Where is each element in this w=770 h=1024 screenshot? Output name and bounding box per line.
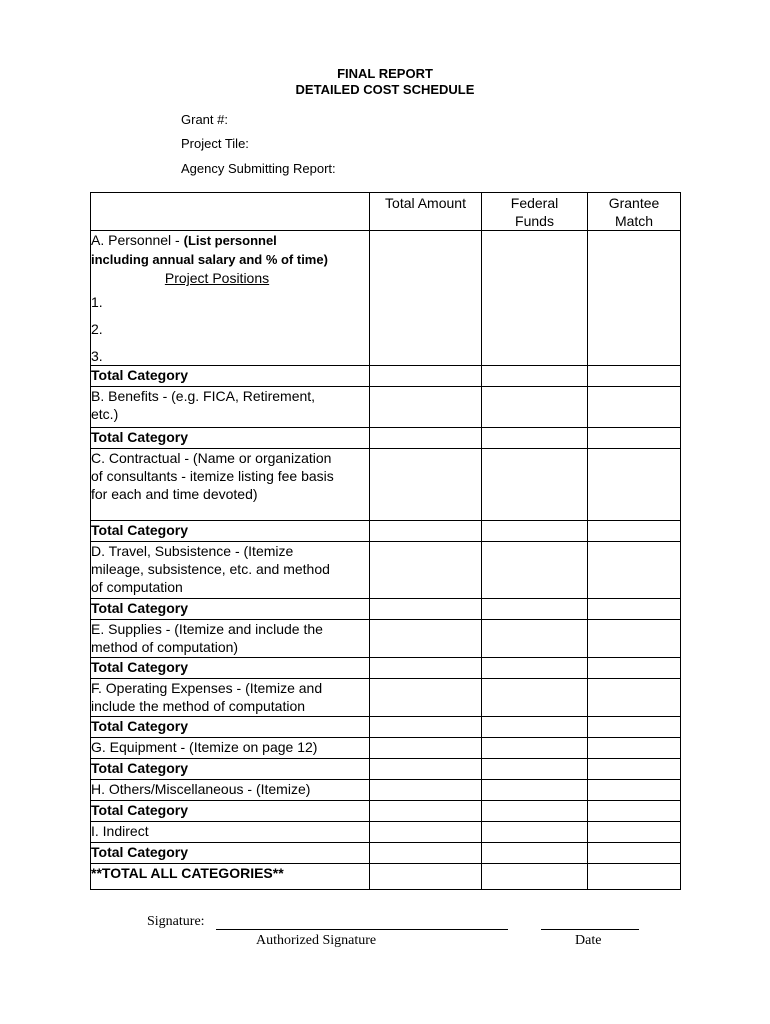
travel-grantee-cell[interactable] (588, 542, 681, 599)
total-category-cell[interactable] (370, 599, 482, 620)
page-subtitle: DETAILED COST SCHEDULE (295, 82, 475, 97)
total-category-cell[interactable] (588, 599, 681, 620)
contractual-amount-cell[interactable] (370, 449, 482, 521)
table-row (91, 521, 681, 542)
contractual-federal-cell[interactable] (482, 449, 588, 521)
total-category-label: Total Category (91, 428, 370, 449)
supplies-label-cell: E. Supplies - (Itemize and include the method of computation) (91, 620, 370, 658)
personnel-grantee-cell[interactable] (588, 231, 681, 366)
contractual-label-cell: C. Contractual - (Name or organization of consultants - itemize listing fee basis for each and time devoted) (91, 449, 370, 521)
date-line[interactable] (541, 929, 639, 930)
total-category-cell[interactable] (482, 599, 588, 620)
total-category-cell[interactable] (588, 521, 681, 542)
table-row (91, 864, 681, 890)
table-row (91, 679, 681, 717)
total-category-label: Total Category (91, 759, 370, 780)
total-category-cell[interactable] (370, 843, 482, 864)
total-category-cell[interactable] (588, 717, 681, 738)
table-row (91, 759, 681, 780)
table-row (91, 428, 681, 449)
date-label: Date (575, 933, 602, 948)
header-grantee-match: Grantee Match (588, 193, 681, 231)
total-category-cell[interactable] (370, 428, 482, 449)
table-row (91, 599, 681, 620)
grand-total-grantee-cell[interactable] (588, 864, 681, 890)
total-category-cell[interactable] (482, 658, 588, 679)
total-category-label: Total Category (91, 717, 370, 738)
total-category-label: Total Category (91, 843, 370, 864)
total-category-cell[interactable] (588, 658, 681, 679)
total-category-cell[interactable] (588, 366, 681, 387)
total-category-label: Total Category (91, 599, 370, 620)
total-category-cell[interactable] (370, 759, 482, 780)
total-category-label: Total Category (91, 521, 370, 542)
others-federal-cell[interactable] (482, 780, 588, 801)
indirect-grantee-cell[interactable] (588, 822, 681, 843)
total-category-cell[interactable] (482, 801, 588, 822)
grant-field-label: Grant #: (181, 112, 228, 127)
signature-line[interactable] (216, 929, 508, 930)
header-blank-cell (91, 193, 370, 231)
total-category-cell[interactable] (370, 717, 482, 738)
total-category-cell[interactable] (482, 717, 588, 738)
header-total-amount: Total Amount (370, 193, 482, 231)
equipment-label-cell: G. Equipment - (Itemize on page 12) (91, 738, 370, 759)
benefits-federal-cell[interactable] (482, 387, 588, 428)
total-category-cell[interactable] (370, 658, 482, 679)
contractual-grantee-cell[interactable] (588, 449, 681, 521)
table-row (91, 387, 681, 428)
total-category-label: Total Category (91, 658, 370, 679)
total-category-cell[interactable] (482, 366, 588, 387)
operating-federal-cell[interactable] (482, 679, 588, 717)
position-3: 3. (91, 348, 103, 364)
total-category-cell[interactable] (370, 366, 482, 387)
total-category-cell[interactable] (482, 521, 588, 542)
position-2: 2. (91, 321, 103, 337)
grand-total-federal-cell[interactable] (482, 864, 588, 890)
benefits-label-cell: B. Benefits - (e.g. FICA, Retirement, etc.) (91, 387, 370, 428)
total-category-cell[interactable] (482, 843, 588, 864)
project-positions-heading: Project Positions (164, 270, 270, 286)
project-title-field-label: Project Tile: (181, 136, 249, 151)
table-row (91, 717, 681, 738)
page-title: FINAL REPORT (337, 66, 433, 81)
equipment-federal-cell[interactable] (482, 738, 588, 759)
total-category-label: Total Category (91, 801, 370, 822)
travel-amount-cell[interactable] (370, 542, 482, 599)
supplies-federal-cell[interactable] (482, 620, 588, 658)
total-category-label: Total Category (91, 366, 370, 387)
authorized-signature-label: Authorized Signature (256, 933, 377, 948)
operating-label-cell: F. Operating Expenses - (Itemize and include the method of computation (91, 679, 370, 717)
header-federal-funds: Federal Funds (482, 193, 588, 231)
indirect-label-cell: I. Indirect (91, 822, 370, 843)
table-row (91, 738, 681, 759)
table-row (91, 620, 681, 658)
table-row (91, 366, 681, 387)
personnel-federal-cell[interactable] (482, 231, 588, 366)
indirect-amount-cell[interactable] (370, 822, 482, 843)
others-label-cell: H. Others/Miscellaneous - (Itemize) (91, 780, 370, 801)
operating-grantee-cell[interactable] (588, 679, 681, 717)
equipment-grantee-cell[interactable] (588, 738, 681, 759)
table-row (91, 658, 681, 679)
total-category-cell[interactable] (588, 759, 681, 780)
total-category-cell[interactable] (588, 801, 681, 822)
total-category-cell[interactable] (588, 428, 681, 449)
table-header-row (91, 193, 681, 231)
benefits-amount-cell[interactable] (370, 387, 482, 428)
table-row (91, 780, 681, 801)
total-category-cell[interactable] (588, 843, 681, 864)
personnel-label-cell: A. Personnel - (List personnel including annual salary and % of time) Project Positions 1. 2. 3. (91, 231, 370, 366)
total-category-cell[interactable] (482, 428, 588, 449)
table-row (91, 231, 681, 366)
table-row (91, 801, 681, 822)
benefits-grantee-cell[interactable] (588, 387, 681, 428)
grand-total-label: **TOTAL ALL CATEGORIES** (91, 864, 370, 890)
table-row (91, 822, 681, 843)
supplies-grantee-cell[interactable] (588, 620, 681, 658)
equipment-amount-cell[interactable] (370, 738, 482, 759)
travel-federal-cell[interactable] (482, 542, 588, 599)
others-amount-cell[interactable] (370, 780, 482, 801)
others-grantee-cell[interactable] (588, 780, 681, 801)
total-category-cell[interactable] (370, 521, 482, 542)
operating-amount-cell[interactable] (370, 679, 482, 717)
indirect-federal-cell[interactable] (482, 822, 588, 843)
personnel-total-amount-cell[interactable] (370, 231, 482, 366)
grand-total-amount-cell[interactable] (370, 864, 482, 890)
table-row (91, 843, 681, 864)
supplies-amount-cell[interactable] (370, 620, 482, 658)
table-row (91, 542, 681, 599)
table-row (91, 449, 681, 521)
position-1: 1. (91, 294, 103, 310)
total-category-cell[interactable] (482, 759, 588, 780)
agency-field-label: Agency Submitting Report: (181, 161, 336, 176)
cost-schedule-table (90, 192, 681, 890)
signature-label: Signature: (147, 914, 205, 929)
total-category-cell[interactable] (370, 801, 482, 822)
travel-label-cell: D. Travel, Subsistence - (Itemize mileage, subsistence, etc. and method of computation (91, 542, 370, 599)
